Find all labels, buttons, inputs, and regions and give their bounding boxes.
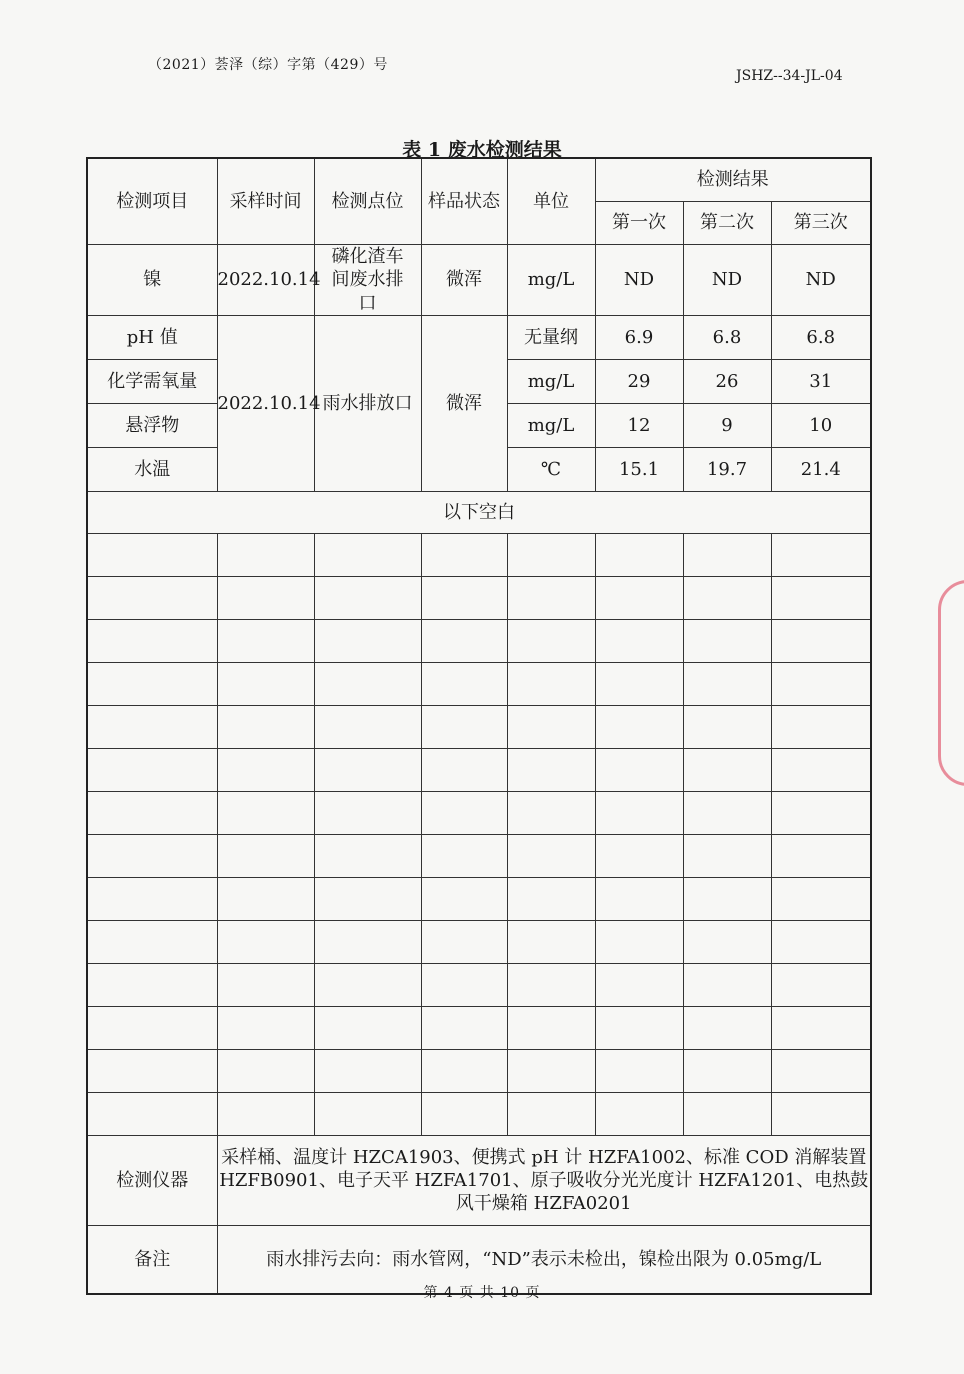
seal-stamp [938, 580, 964, 786]
empty-cell [507, 921, 595, 964]
empty-cell [314, 792, 421, 835]
empty-cell [314, 620, 421, 663]
empty-cell [217, 1093, 314, 1136]
empty-cell [595, 663, 683, 706]
empty-cell [771, 835, 871, 878]
empty-cell [217, 921, 314, 964]
empty-cell [421, 663, 507, 706]
empty-cell [217, 835, 314, 878]
cell-result-2: 19.7 [683, 448, 771, 492]
empty-cell [421, 921, 507, 964]
cell-result-1: 6.9 [595, 316, 683, 360]
cell-state: 微浑 [421, 245, 507, 316]
empty-cell [87, 534, 217, 577]
empty-cell [87, 577, 217, 620]
empty-cell [595, 620, 683, 663]
empty-cell [771, 964, 871, 1007]
cell-result-3: 10 [771, 404, 871, 448]
empty-cell [507, 749, 595, 792]
empty-cell [595, 835, 683, 878]
empty-cell [314, 663, 421, 706]
empty-cell [87, 1007, 217, 1050]
cell-result-3: 31 [771, 360, 871, 404]
empty-cell [87, 706, 217, 749]
empty-cell [217, 706, 314, 749]
empty-cell [87, 835, 217, 878]
remarks-text: 雨水排污去向：雨水管网，“ND”表示未检出，镍检出限为 0.05mg/L [217, 1226, 871, 1294]
cell-time: 2022.10.14 [217, 316, 314, 492]
empty-cell [771, 792, 871, 835]
table-row [87, 245, 871, 316]
cell-item: pH 值 [87, 316, 217, 360]
empty-cell [771, 1093, 871, 1136]
empty-cell [507, 620, 595, 663]
empty-cell [595, 1093, 683, 1136]
empty-cell [771, 1050, 871, 1093]
empty-cell [87, 964, 217, 1007]
empty-cell [595, 534, 683, 577]
cell-result-3: 6.8 [771, 316, 871, 360]
empty-row [87, 1093, 871, 1136]
cell-unit: 无量纲 [507, 316, 595, 360]
empty-cell [87, 1093, 217, 1136]
document-number: （2021）荟泽（综）字第（429）号 [148, 57, 388, 73]
empty-cell [217, 878, 314, 921]
empty-cell [771, 1007, 871, 1050]
instruments-text: 采样桶、温度计 HZCA1903、便携式 pH 计 HZFA1002、标准 COD 消解装置 HZFB0901、电子天平 HZFA1701、原子吸收分光光度计 HZFA1201、电热鼓风干燥箱 HZFA0201 [217, 1136, 871, 1226]
empty-row [87, 1050, 871, 1093]
empty-row [87, 878, 871, 921]
cell-result-1: 15.1 [595, 448, 683, 492]
empty-cell [507, 964, 595, 1007]
cell-unit: ℃ [507, 448, 595, 492]
empty-cell [421, 964, 507, 1007]
empty-cell [507, 792, 595, 835]
empty-cell [683, 620, 771, 663]
col-header-unit: 单位 [507, 158, 595, 245]
empty-cell [421, 534, 507, 577]
empty-cell [314, 706, 421, 749]
empty-cell [314, 577, 421, 620]
empty-cell [314, 964, 421, 1007]
empty-cell [507, 534, 595, 577]
empty-cell [421, 620, 507, 663]
wastewater-results-table [86, 157, 872, 1295]
empty-row [87, 534, 871, 577]
empty-cell [87, 878, 217, 921]
cell-result-2: 26 [683, 360, 771, 404]
empty-cell [683, 835, 771, 878]
empty-row [87, 706, 871, 749]
empty-cell [683, 749, 771, 792]
empty-cell [507, 835, 595, 878]
empty-cell [595, 749, 683, 792]
empty-row [87, 835, 871, 878]
empty-cell [87, 921, 217, 964]
form-code: JSHZ--34-JL-04 [736, 68, 843, 84]
empty-cell [421, 1007, 507, 1050]
col-header-second: 第二次 [683, 202, 771, 245]
cell-state: 微浑 [421, 316, 507, 492]
empty-cell [421, 878, 507, 921]
empty-cell [507, 878, 595, 921]
empty-cell [507, 706, 595, 749]
empty-cell [217, 1007, 314, 1050]
empty-cell [507, 1007, 595, 1050]
empty-cell [683, 964, 771, 1007]
empty-cell [595, 792, 683, 835]
header-row-1 [87, 158, 871, 202]
cell-unit: mg/L [507, 360, 595, 404]
empty-cell [314, 835, 421, 878]
empty-cell [683, 706, 771, 749]
empty-row [87, 663, 871, 706]
empty-cell [314, 1093, 421, 1136]
col-header-state: 样品状态 [421, 158, 507, 245]
remarks-label: 备注 [87, 1226, 217, 1294]
cell-item: 水温 [87, 448, 217, 492]
empty-cell [595, 1050, 683, 1093]
table-row [87, 316, 871, 360]
empty-cell [507, 1050, 595, 1093]
empty-cell [217, 792, 314, 835]
empty-cell [771, 663, 871, 706]
cell-result-3: 21.4 [771, 448, 871, 492]
empty-cell [771, 706, 871, 749]
empty-cell [771, 620, 871, 663]
empty-cell [217, 577, 314, 620]
empty-cell [87, 792, 217, 835]
empty-row [87, 1007, 871, 1050]
empty-cell [683, 534, 771, 577]
empty-cell [217, 620, 314, 663]
empty-cell [87, 663, 217, 706]
empty-cell [314, 1007, 421, 1050]
cell-item: 悬浮物 [87, 404, 217, 448]
col-header-item: 检测项目 [87, 158, 217, 245]
empty-cell [87, 1050, 217, 1093]
empty-cell [314, 921, 421, 964]
cell-result-1: 12 [595, 404, 683, 448]
cell-result-1: ND [595, 245, 683, 316]
cell-time: 2022.10.14 [217, 245, 314, 316]
cell-item: 镍 [87, 245, 217, 316]
empty-cell [595, 921, 683, 964]
cell-item: 化学需氧量 [87, 360, 217, 404]
empty-cell [507, 1093, 595, 1136]
empty-cell [421, 835, 507, 878]
empty-cell [683, 1050, 771, 1093]
empty-cell [771, 921, 871, 964]
cell-result-3: ND [771, 245, 871, 316]
empty-cell [314, 534, 421, 577]
empty-cell [683, 878, 771, 921]
col-header-result: 检测结果 [595, 158, 871, 202]
empty-cell [771, 749, 871, 792]
empty-cell [87, 620, 217, 663]
empty-row [87, 577, 871, 620]
empty-cell [771, 534, 871, 577]
col-header-first: 第一次 [595, 202, 683, 245]
empty-cell [421, 1050, 507, 1093]
empty-row [87, 921, 871, 964]
empty-cell [217, 663, 314, 706]
empty-cell [683, 663, 771, 706]
empty-cell [421, 577, 507, 620]
empty-cell [683, 577, 771, 620]
empty-cell [314, 1050, 421, 1093]
cell-result-2: 9 [683, 404, 771, 448]
empty-cell [217, 534, 314, 577]
col-header-point: 检测点位 [314, 158, 421, 245]
empty-cell [595, 706, 683, 749]
empty-cell [771, 577, 871, 620]
cell-unit: mg/L [507, 404, 595, 448]
empty-cell [683, 921, 771, 964]
cell-result-2: ND [683, 245, 771, 316]
empty-cell [217, 1050, 314, 1093]
empty-row [87, 620, 871, 663]
blank-note: 以下空白 [87, 492, 871, 534]
empty-cell [87, 749, 217, 792]
empty-cell [217, 964, 314, 1007]
cell-unit: mg/L [507, 245, 595, 316]
empty-cell [683, 792, 771, 835]
instruments-row [87, 1136, 871, 1226]
instruments-label: 检测仪器 [87, 1136, 217, 1226]
empty-cell [771, 878, 871, 921]
empty-cell [683, 1007, 771, 1050]
empty-row [87, 792, 871, 835]
empty-cell [421, 792, 507, 835]
empty-row [87, 749, 871, 792]
blank-note-row [87, 492, 871, 534]
empty-cell [683, 1093, 771, 1136]
empty-cell [507, 663, 595, 706]
cell-result-1: 29 [595, 360, 683, 404]
cell-result-2: 6.8 [683, 316, 771, 360]
empty-row [87, 964, 871, 1007]
empty-cell [595, 878, 683, 921]
empty-cell [217, 749, 314, 792]
empty-cell [595, 1007, 683, 1050]
empty-cell [595, 964, 683, 1007]
empty-cell [421, 1093, 507, 1136]
empty-cell [421, 706, 507, 749]
col-header-third: 第三次 [771, 202, 871, 245]
empty-cell [314, 878, 421, 921]
table-caption: 表 1 废水检测结果 [402, 139, 562, 161]
empty-cell [595, 577, 683, 620]
cell-point: 磷化渣车间废水排口 [314, 245, 421, 316]
cell-point: 雨水排放口 [314, 316, 421, 492]
empty-cell [421, 749, 507, 792]
col-header-time: 采样时间 [217, 158, 314, 245]
empty-cell [314, 749, 421, 792]
page-number: 第 4 页 共 10 页 [423, 1285, 541, 1301]
empty-cell [507, 577, 595, 620]
